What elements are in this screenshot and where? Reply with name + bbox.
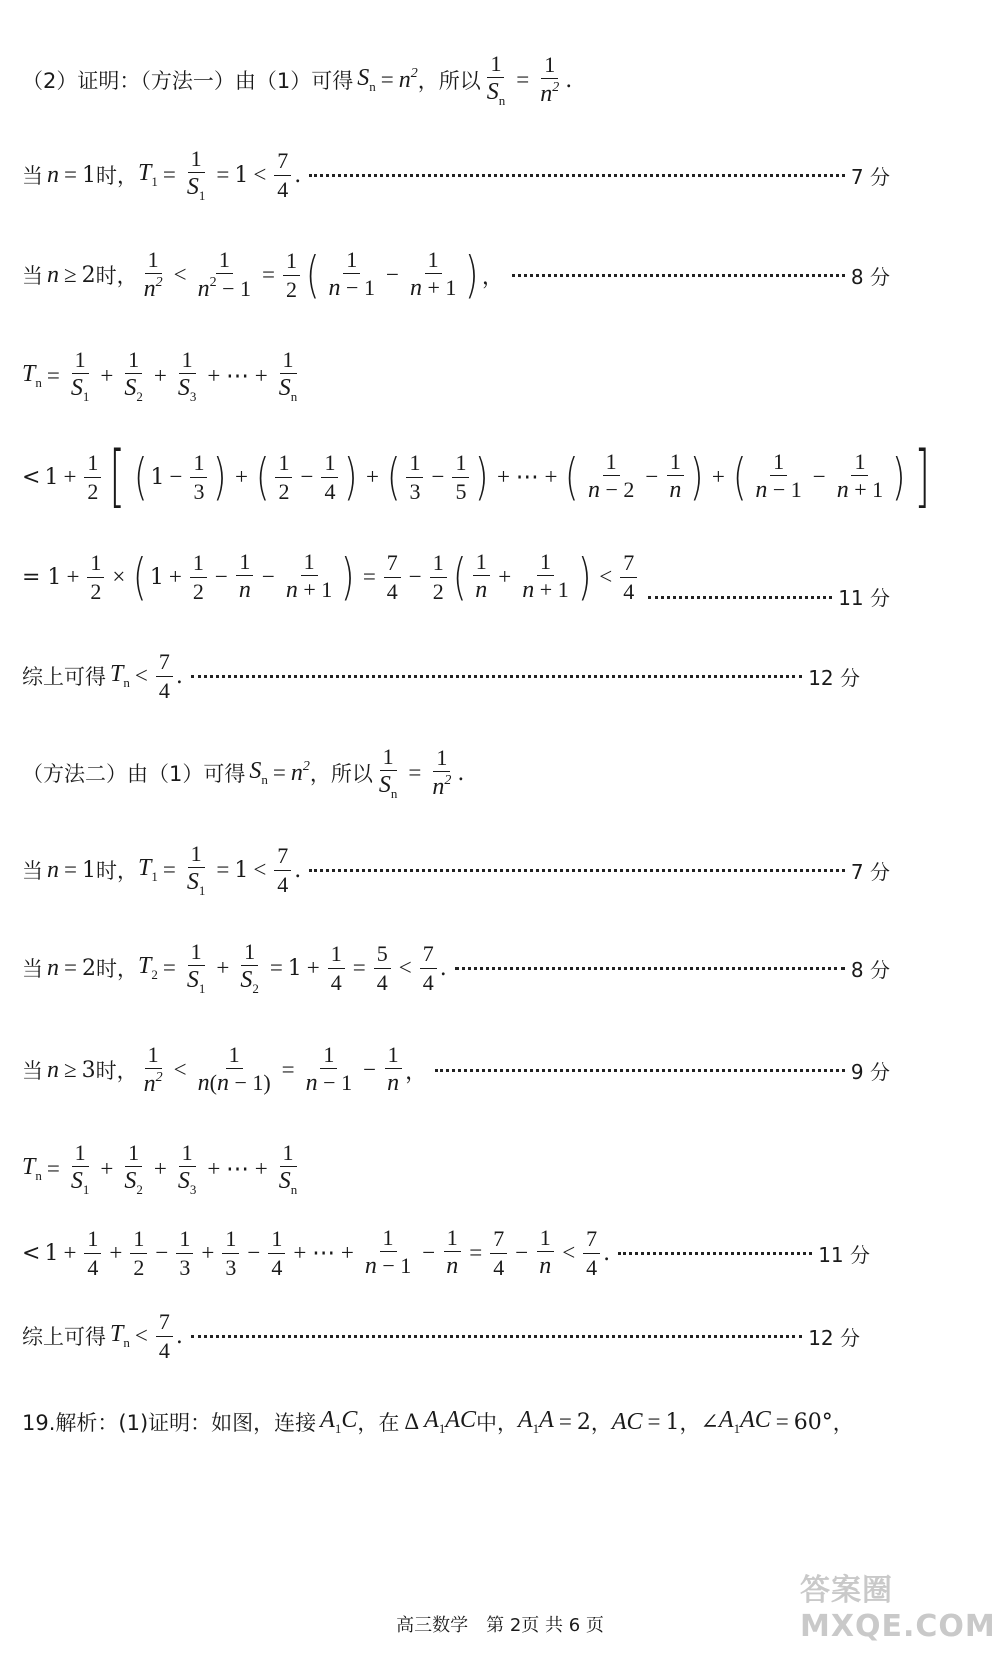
method1-case-n2: 当 n ≥ 2 时， $\frac{1}{n^2}$ < $\frac{1}{n^2 - 1}$ = $\frac{1}{2}$ ( $\frac{1}{n - 1}$ − $\frac{1}{n + 1}$ ) ， 8 分 <box>22 246 890 304</box>
score-label: 7 分 <box>850 859 890 884</box>
method2-conclusion: 综上可得 $T_n$ < $\frac{7}{4}$ . 12 分 <box>22 1309 860 1363</box>
score-label: 8 分 <box>850 957 890 982</box>
score-label: 7 分 <box>850 164 890 189</box>
score-label: 12 分 <box>808 1325 860 1350</box>
method1-sum-result: = 1 + $\frac{1}{2}$ × ( 1 + $\frac{1}{2}$ − $\frac{1}{n}$ − $\frac{1}{n + 1}$ ) = $\frac{7}{4}$ − $\frac{1}{2}$ ( $\frac{1}{n}$ + $\frac{1}{n + 1}$ ) < $\frac{7}{4}$ 11 分 <box>22 548 890 610</box>
score-label: 8 分 <box>850 264 890 289</box>
score-label: 9 分 <box>850 1059 890 1084</box>
leader-dots <box>512 274 845 277</box>
score-label: 11 分 <box>838 585 890 610</box>
method1-sum-definition: $T_n$ = $\frac{1}{S_1}$ + $\frac{1}{S_2}$ + $\frac{1}{S_3}$ + ⋯ + $\frac{1}{S_n}$ <box>22 346 298 405</box>
leader-dots <box>435 1069 845 1072</box>
watermark-logo: 答案圈 MXQE.COM <box>800 1573 996 1644</box>
score-label: 11 分 <box>818 1242 870 1267</box>
q19-line: 19.解析：(1)证明：如图，连接 $A_1C$ ，在 Δ $A_1AC$ 中， $A_1A$ = 2 ， AC = 1 ， ∠ $A_1AC$ = 60° ， <box>22 1407 854 1436</box>
method2-case-n1: 当 n = 1 时， $T_1$ = $\frac{1}{S_1}$ = 1 < $\frac{7}{4}$ . 7 分 <box>22 840 890 899</box>
method1-intro: （2）证明：（方法一）由（1）可得 $S_n$ = $n^2$ ，所以 $\frac{1}{S_n}$ = $\frac{1}{n^2}$ . <box>22 50 573 109</box>
leader-dots <box>309 869 845 872</box>
method1-sum-bound: < 1 + $\frac{1}{2}$ [ ( 1 − $\frac{1}{3}$ ) + ( $\frac{1}{2}$ − $\frac{1}{4}$ ) + ( $\frac{1}{3}$ − $\frac{1}{5}$ ) + ⋯ + ( $\frac{1}{n - 2}$ − $\frac{1}{n}$ ) + ( $\frac{1}{n - 1}$ − $\frac{1}{n + 1}$ ) ] <box>22 437 930 516</box>
leader-dots <box>309 174 845 177</box>
method1-conclusion: 综上可得 $T_n$ < $\frac{7}{4}$ . 12 分 <box>22 649 860 703</box>
page-footer: 高三数学 第 2页 共 6 页 <box>396 1615 604 1636</box>
method1-case-n1: 当 n = 1 时， $T_1$ = $\frac{1}{S_1}$ = 1 < $\frac{7}{4}$ . 7 分 <box>22 145 890 204</box>
leader-dots <box>648 596 832 599</box>
method2-case-n2: 当 n = 2 时， $T_2$ = $\frac{1}{S_1}$ + $\frac{1}{S_2}$ = 1 + $\frac{1}{4}$ = $\frac{5}{4}$ < $\frac{7}{4}$ . 8 分 <box>22 938 890 997</box>
method2-intro: （方法二）由（1）可得 $S_n$ = $n^2$ ，所以 $\frac{1}{S_n}$ = $\frac{1}{n^2}$ . <box>22 743 465 802</box>
leader-dots <box>618 1252 812 1255</box>
leader-dots <box>191 675 802 678</box>
leader-dots <box>455 967 845 970</box>
leader-dots <box>191 1335 802 1338</box>
method2-sum-definition: $T_n$ = $\frac{1}{S_1}$ + $\frac{1}{S_2}$ + $\frac{1}{S_3}$ + ⋯ + $\frac{1}{S_n}$ <box>22 1139 298 1198</box>
method2-sum-bound: < 1 + $\frac{1}{4}$ + $\frac{1}{2}$ − $\frac{1}{3}$ + $\frac{1}{3}$ − $\frac{1}{4}$ + ⋯ + $\frac{1}{n - 1}$ − $\frac{1}{n}$ = $\frac{7}{4}$ − $\frac{1}{n}$ < $\frac{7}{4}$ . 11 分 <box>22 1225 870 1280</box>
method2-case-n3: 当 n ≥ 3 时， $\frac{1}{n^2}$ < $\frac{1}{n(n - 1)}$ = $\frac{1}{n - 1}$ − $\frac{1}{n}$ ， 9 分 <box>22 1041 890 1097</box>
score-label: 12 分 <box>808 665 860 690</box>
